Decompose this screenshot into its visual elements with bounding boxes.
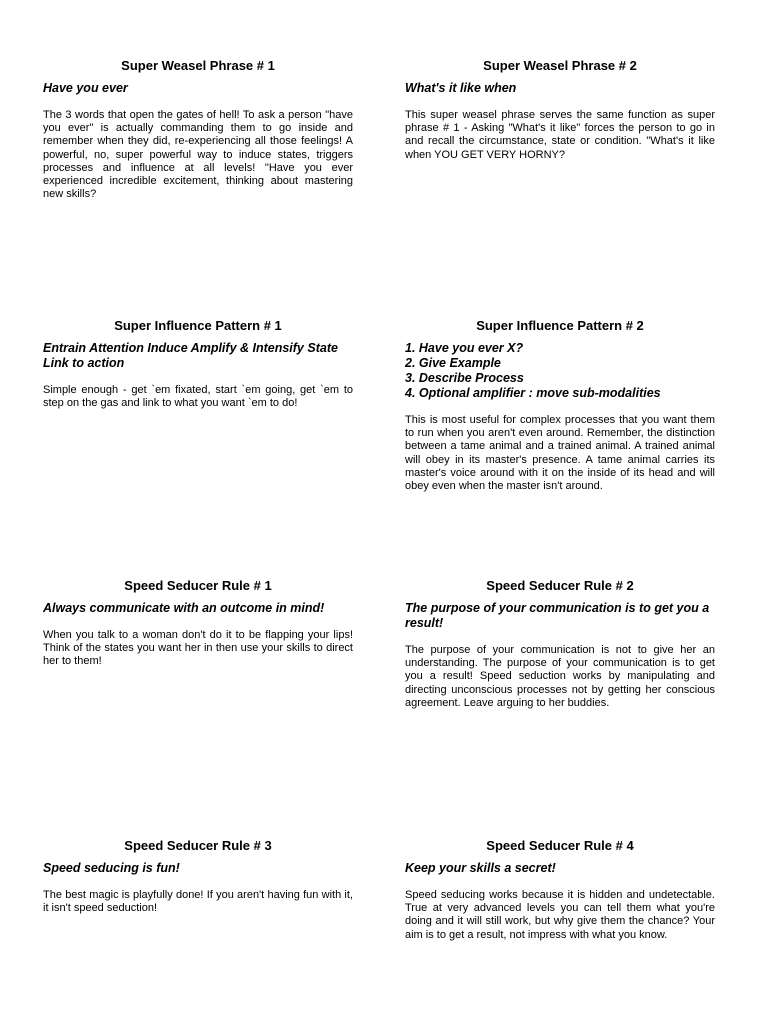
card-subtitle xyxy=(405,601,715,631)
card-body: Simple enough - get `em fixated, start `em going, get `em to step on the gas and link to what you want `em to do! xyxy=(43,384,353,410)
card-body: The best magic is playfully done! If you aren't having fun with it, it isn't speed seduction! xyxy=(43,889,353,915)
card-title: Speed Seducer Rule # 3 xyxy=(124,838,272,853)
card-super-weasel-phrase-2 xyxy=(405,58,715,162)
card-subtitle xyxy=(43,601,353,616)
card-title: Speed Seducer Rule # 4 xyxy=(486,838,634,853)
card-title: Super Influence Pattern # 1 xyxy=(114,318,282,333)
card-subtitle xyxy=(405,341,715,401)
card-subtitle-line: The purpose of your communication is to get you a result! xyxy=(405,601,710,630)
card-subtitle xyxy=(405,861,715,876)
card-subtitle xyxy=(405,81,715,96)
card-body: Speed seducing works because it is hidden and undetectable. True at very advanced levels you can tell them what you're doing and it will still work, but why give them the chance? Your aim is to get a result, not impress with what you know. xyxy=(405,889,715,941)
card-title: Super Influence Pattern # 2 xyxy=(476,318,644,333)
card-super-weasel-phrase-1 xyxy=(43,58,353,201)
card-subtitle-line: Keep your skills a secret! xyxy=(405,861,556,875)
card-subtitle-line: Always communicate with an outcome in mind! xyxy=(43,601,325,615)
card-body: This super weasel phrase serves the same function as super phrase # 1 - Asking "What's it like" forces the person to go in and recall the circumstance, state or condition. "What's it like when YOU GET VERY HORNY? xyxy=(405,109,715,161)
card-title: Super Weasel Phrase # 1 xyxy=(121,58,275,73)
card-subtitle-line: What's it like when xyxy=(405,81,517,95)
card-speed-seducer-rule-3 xyxy=(43,838,353,915)
card-subtitle xyxy=(43,341,353,371)
card-subtitle-line: 2. Give Example xyxy=(405,356,501,370)
card-subtitle-line: 1. Have you ever X? xyxy=(405,341,524,355)
card-body: The purpose of your communication is not to give her an understanding. The purpose of your communication is to get you a result! Speed seduction works by manipulating and directing unconscious processes not by getting her conscious agreement. Leave arguing to her buddies. xyxy=(405,644,715,709)
card-body: When you talk to a woman don't do it to be flapping your lips! Think of the states you want her in then use your skills to direct her to them! xyxy=(43,629,353,668)
card-subtitle-line: Speed seducing is fun! xyxy=(43,861,180,875)
card-super-influence-pattern-1 xyxy=(43,318,353,410)
card-body: The 3 words that open the gates of hell! To ask a person "have you ever" is actually commanding them to go inside and remember when they did, re-experiencing all those feelings! A powerful, no, super powerful way to induce states, triggers processes and influence at all levels! "Have you ever experienced incredible excitement, thinking about mastering new skills? xyxy=(43,109,353,201)
card-speed-seducer-rule-1 xyxy=(43,578,353,669)
card-body: This is most useful for complex processes that you want them to run when you aren't even around. Remember, the distinction between a tame animal and a trained animal. A trained animal will obey in its master's presence. A tame animal carries its master's voice around with it on the inside of its head and will obey even when the master isn't around. xyxy=(405,414,715,493)
card-subtitle-line: Entrain Attention Induce Amplify & Intensify State Link to action xyxy=(43,341,338,370)
card-speed-seducer-rule-4 xyxy=(405,838,715,942)
card-subtitle-line: 3. Describe Process xyxy=(405,371,524,385)
card-title: Speed Seducer Rule # 1 xyxy=(124,578,272,593)
card-subtitle-line: Have you ever xyxy=(43,81,128,95)
card-title: Speed Seducer Rule # 2 xyxy=(486,578,634,593)
card-subtitle xyxy=(43,861,353,876)
card-speed-seducer-rule-2 xyxy=(405,578,715,710)
card-subtitle-line: 4. Optional amplifier : move sub-modalities xyxy=(405,386,661,400)
card-subtitle xyxy=(43,81,353,96)
card-super-influence-pattern-2 xyxy=(405,318,715,493)
card-title: Super Weasel Phrase # 2 xyxy=(483,58,637,73)
